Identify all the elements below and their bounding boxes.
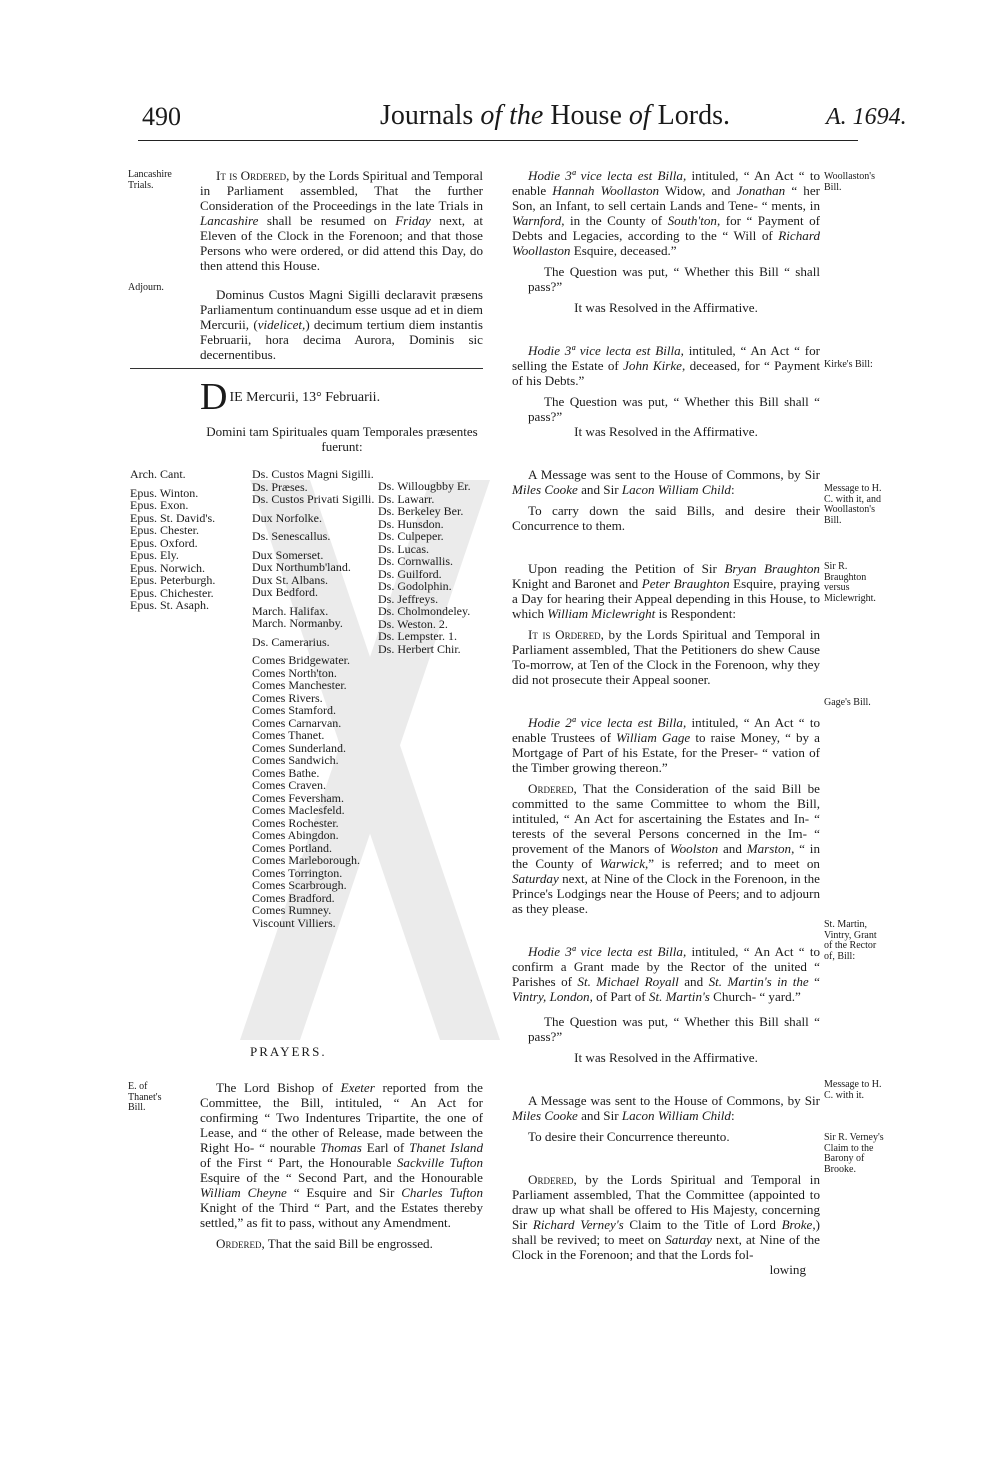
- roll-entry: Comes Maclesfeld.: [252, 803, 345, 817]
- roll-entry: Ds. Berkeley Ber.: [378, 504, 464, 518]
- margin-note-message-2: Message to H. C. with it.: [824, 1079, 882, 1101]
- woollaston-bill: Hodie 3ª vice lecta est Billa, intituled, “ An Act “ to enable Hannah Woollaston Widow, and Jonathan “ her Son, an Infant, to sell certain Lands and Tene- “ ments, in Warnford, in the County of South'ton, for “ Payment of Debts and Legacies, according to the “ Will of Richard Woollaston Esquire, deceased.”: [512, 168, 821, 258]
- roll-entry: Dux St. Albans.: [252, 572, 329, 587]
- resolved-2: It was Resolved in the Affirmative.: [574, 424, 758, 439]
- roll-temporal-2: [378, 480, 488, 655]
- braughton-order: It is Ordered, by the Lords Spiritual and Temporal in Parliament assembled, That the Petitioners do shew Cause To-morrow, at Ten of the Clock in the Forenoon, why they did not prosecute their Appeal sooner.: [512, 627, 820, 687]
- title-of: of: [628, 100, 651, 131]
- left-column-top: [200, 168, 483, 381]
- die-heading-text: IE Mercurii, 13° Februarii.: [229, 390, 381, 405]
- title-of-the: of the: [480, 100, 544, 131]
- roll-entry: Comes Abingdon.: [252, 828, 339, 842]
- year: A. 1694.: [826, 104, 907, 130]
- roll-entry: Ds. Herbert Chir.: [378, 641, 461, 656]
- roll-entry: Ds. Weston. 2.: [378, 616, 448, 631]
- gage-order: Ordered, That the Consideration of the said Bill be committed to the same Committee to whom the Bill, intituled, “ An Act for ascertaining the Estates and In- “ terests of the several Persons concerned in the Im- “ provement of the Manors of Woolston and Marston, “ in the County of Warwick,” is referred; and to meet on Saturday next, at Nine of the Clock in the Forenoon, in the Prince's Lodgings near the House of Peers; and to adjourn as they please.: [512, 781, 820, 916]
- st-martin-bill: Hodie 3ª vice lecta est Billa, intituled, “ An Act “ to confirm a Grant made by the Rector of the united “ Parishes of St. Michael Royall and St. Martin's in the “ Vintry, London, of Part of St. Martin's Church- “ yard.”: [512, 944, 821, 1004]
- margin-note-lancashire: Lancashire Trials.: [128, 169, 172, 191]
- roll-entry: Ds. Culpeper.: [378, 529, 444, 543]
- roll-entry: Epus. Winton.: [130, 485, 199, 500]
- braughton-petition: Upon reading the Petition of Sir Bryan Braughton Knight and Baronet and Peter Braughton Esquire, praying a Day for hearing their Appeal depending in this House, to which William Miclewright is Respondent:: [512, 561, 820, 621]
- gage-bill: Hodie 2ª vice lecta est Billa, intituled, “ An Act “ to enable Trustees of William Gage to raise Money, “ by a Mortgage of Part of his Estate, for the Preser- “ vation of the Timber growing thereon.”: [512, 715, 821, 775]
- roll-entry: Epus. Exon.: [130, 498, 189, 512]
- roll-entry: Ds. Godolphin.: [378, 579, 452, 593]
- die-heading: [200, 376, 381, 418]
- question-3: The Question was put, “ Whether this Bill shall “ pass?”: [528, 1014, 820, 1044]
- roll-entry: Comes Portland.: [252, 840, 332, 855]
- roll-entry: Ds. Jeffreys.: [378, 591, 439, 606]
- roll-entry: Dux Bedford.: [252, 585, 318, 599]
- message-2: A Message was sent to the House of Commons, by Sir Miles Cooke and Sir Lacon William Child:: [512, 1093, 820, 1123]
- resolved-3: It was Resolved in the Affirmative.: [574, 1050, 758, 1065]
- title-house: House: [550, 100, 622, 131]
- domini-heading: Domini tam Spirituales quam Temporales præsentes fuerunt:: [206, 424, 478, 454]
- margin-note-verney: Sir R. Verney's Claim to the Barony of Brooke.: [824, 1132, 884, 1175]
- roll-entry: Comes Sunderland.: [252, 740, 346, 755]
- roll-entry: Epus. Chichester.: [130, 585, 214, 600]
- roll-entry: Comes Torrington.: [252, 865, 343, 880]
- margin-note-braughton: Sir R. Braughton versus Miclewright.: [824, 561, 876, 604]
- roll-entry: Comes Feversham.: [252, 790, 344, 805]
- roll-entry: Ds. Camerarius.: [252, 634, 330, 649]
- roll-entry: Ds. Custos Magni Sigilli.: [252, 467, 374, 481]
- page-number: 490: [142, 102, 181, 131]
- roll-entry: Ds. Lawarr.: [378, 491, 435, 506]
- header-rule: [138, 140, 858, 141]
- roll-entry: Comes Craven.: [252, 778, 326, 792]
- thanet-report: The Lord Bishop of Exeter reported from the Committee, the Bill, intituled, “ An Act for confirming “ Two Indentures Tripartite, the one of Lease, and “ the other of Release, made between the Right Ho- “ nourable Thomas Earl of Thanet Island of the First “ Part, the Honourable Sackville Tufton Esquire of the “ Second Part, and the Honourable William Cheyne “ Esquire and Sir Charles Tufton Knight of the Third “ Part, and the Estates thereby settled,” as fit to pass, without any Amendment.: [200, 1080, 483, 1230]
- margin-note-thanet: E. of Thanet's Bill.: [128, 1081, 162, 1113]
- margin-note-message-1: Message to H. C. with it, and Woollaston's Bill.: [824, 483, 882, 526]
- title-journals: Journals: [380, 100, 474, 131]
- roll-entry: Comes Bradford.: [252, 890, 335, 905]
- section-rule: [130, 368, 483, 369]
- roll-entry: Comes Marleborough.: [252, 853, 360, 867]
- engrossed-order: Ordered, That the said Bill be engrossed.: [216, 1236, 433, 1251]
- roll-entry: Viscount Villiers.: [252, 915, 336, 930]
- roll-entry: Ds. Præses.: [252, 479, 308, 494]
- roll-entry: Epus. Peterburgh.: [130, 573, 216, 587]
- roll-entry: Ds. Willougbby Er.: [378, 479, 471, 493]
- roll-entry: Ds. Cholmondeley.: [378, 604, 471, 618]
- margin-note-gage: Gage's Bill.: [824, 697, 871, 708]
- roll-spiritual: [130, 468, 250, 612]
- roll-entry: Epus. Chester.: [130, 523, 199, 537]
- message-2-desire: To desire their Concurrence thereunto.: [528, 1129, 730, 1144]
- roll-entry: Comes Manchester.: [252, 678, 347, 692]
- right-column: [512, 168, 820, 1277]
- margin-note-st-martin: St. Martin, Vintry, Grant of the Rector of, Bill:: [824, 919, 877, 962]
- question-1: The Question was put, “ Whether this Bill “ shall pass?”: [528, 264, 820, 294]
- roll-entry: Comes Thanet.: [252, 728, 325, 742]
- roll-entry: March. Halifax.: [252, 603, 329, 618]
- prayers-heading: PRAYERS.: [250, 1044, 327, 1059]
- margin-note-kirke: Kirke's Bill:: [824, 359, 873, 370]
- catchword: lowing: [769, 1262, 806, 1277]
- roll-entry: Ds. Hunsdon.: [378, 516, 444, 531]
- roll-entry: Comes Rochester.: [252, 815, 339, 830]
- roll-entry: Comes North'ton.: [252, 665, 337, 680]
- roll-entry: Epus. St. Asaph.: [130, 598, 210, 612]
- roll-entry: Comes Scarbrough.: [252, 878, 347, 892]
- roll-entry: Dux Northumb'land.: [252, 560, 351, 574]
- drop-cap: D: [200, 376, 228, 418]
- roll-entry: Comes Sandwich.: [252, 753, 339, 767]
- left-column-bottom: [200, 1080, 483, 1251]
- roll-entry: Dux Somerset.: [252, 547, 324, 562]
- roll-entry: Ds. Guilford.: [378, 566, 442, 581]
- roll-entry: Comes Rivers.: [252, 690, 323, 705]
- roll-entry: Ds. Lempster. 1.: [378, 629, 457, 643]
- roll-entry: March. Normanby.: [252, 616, 343, 630]
- lancashire-order: It is Ordered, by the Lords Spiritual and Temporal in Parliament assembled, That the further Consideration of the Proceedings in the late Trials in Lancashire shall be resumed on Friday next, at Eleven of the Clock in the Forenoon; and that those Persons who were ordered, or did attend this Day, do then attend this House.: [200, 168, 483, 273]
- roll-temporal-1: [252, 468, 377, 929]
- roll-entry: Epus. Oxford.: [130, 535, 198, 550]
- kirke-bill: Hodie 3ª vice lecta est Billa, intituled, “ An Act “ for selling the Estate of John Kirke, deceased, for “ Payment of his Debts.”: [512, 343, 820, 388]
- running-title: [380, 100, 730, 132]
- roll-entry: Comes Stamford.: [252, 703, 336, 717]
- margin-note-woollaston: Woollaston's Bill.: [824, 171, 875, 193]
- roll-entry: Ds. Cornwallis.: [378, 554, 453, 568]
- roll-entry: Epus. St. David's.: [130, 510, 216, 525]
- title-lords: Lords.: [657, 100, 730, 131]
- roll-entry: Comes Rumney.: [252, 903, 332, 917]
- resolved-1: It was Resolved in the Affirmative.: [574, 300, 758, 315]
- adjournment-declaration: Dominus Custos Magni Sigilli declaravit præsens Parliamentum continuandum esse usque ad et in diem Mercurii, (videlicet,) decimum tertium diem instantis Februarii, hora decima Aurora, Dominis sic decernentibus.: [200, 287, 483, 362]
- margin-note-adjourn: Adjourn.: [128, 282, 164, 293]
- message-1: A Message was sent to the House of Commons, by Sir Miles Cooke and Sir Lacon William Child:: [512, 467, 820, 497]
- roll-entry: Ds. Lucas.: [378, 541, 429, 556]
- roll-entry: Comes Bathe.: [252, 765, 320, 780]
- message-1-carry: To carry down the said Bills, and desire their Concurrence to them.: [512, 503, 820, 533]
- roll-entry: Ds. Custos Privati Sigilli.: [252, 492, 375, 506]
- roll-entry: Dux Norfolke.: [252, 510, 322, 525]
- roll-entry: Comes Carnarvan.: [252, 715, 342, 730]
- question-2: The Question was put, “ Whether this Bill shall “ pass?”: [528, 394, 820, 424]
- roll-entry: Arch. Cant.: [130, 467, 186, 481]
- verney-order: Ordered, by the Lords Spiritual and Temporal in Parliament assembled, That the Committee (appointed to draw up what shall be offered to His Majesty, concerning Sir Richard Verney's Claim to the Title of Lord Broke,) shall be revived; to meet on Saturday next, at Nine of the Clock in the Forenoon; and that the Lords fol-: [512, 1172, 820, 1262]
- roll-entry: Comes Bridgewater.: [252, 653, 350, 667]
- roll-entry: Epus. Norwich.: [130, 560, 205, 575]
- roll-entry: Epus. Ely.: [130, 548, 179, 562]
- roll-entry: Ds. Senescallus.: [252, 529, 331, 543]
